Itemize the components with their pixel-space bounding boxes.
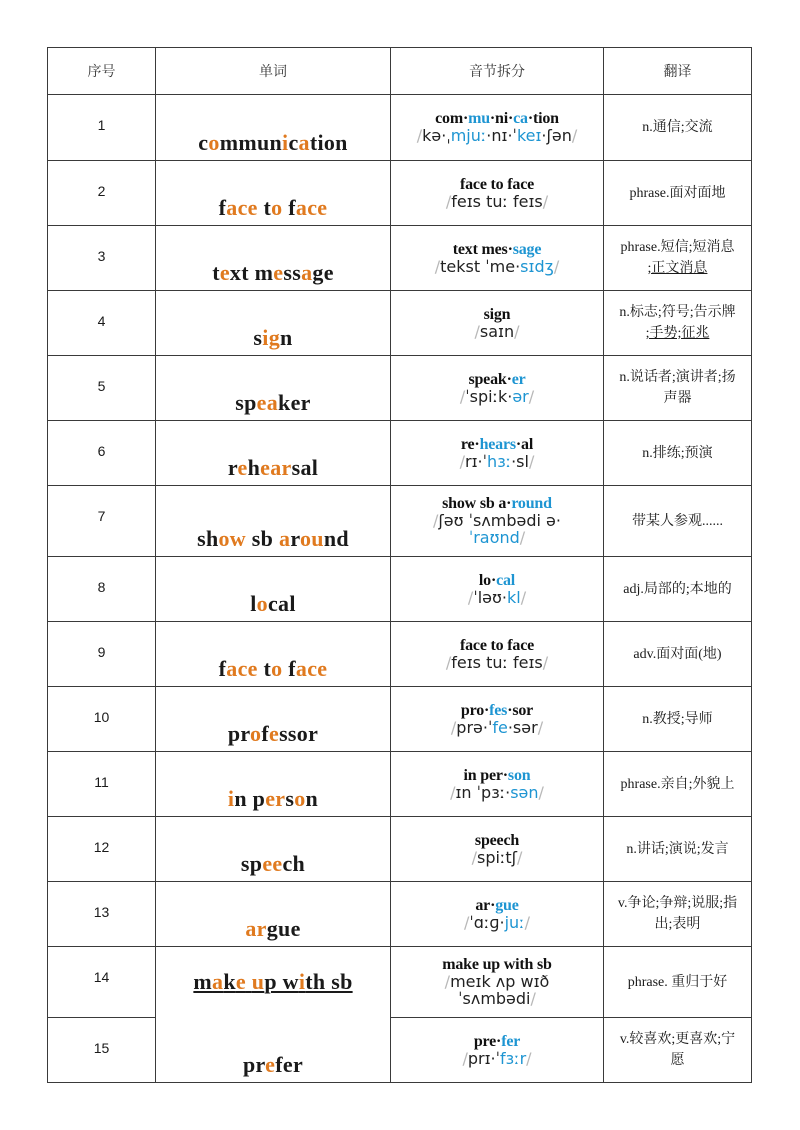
translation-line: phrase.短信;短消息 — [620, 240, 735, 255]
word-segment: ch — [282, 851, 306, 876]
ipa-segment: hɜː — [487, 451, 512, 471]
syllable-segment: ar· — [475, 896, 496, 914]
word-segment: ace — [226, 195, 258, 220]
word-segment: a — [298, 130, 310, 155]
word-segment: xt m — [229, 260, 274, 285]
word-segment: pr — [242, 1052, 266, 1077]
syllable-split — [391, 372, 603, 388]
vocabulary-table — [47, 47, 752, 1083]
syllable-segment: pre· — [473, 1032, 502, 1050]
word-segment: o — [208, 130, 220, 155]
ipa-segment: ˈraʊnd — [468, 528, 520, 547]
table-row — [48, 161, 752, 226]
ipa-transcription — [391, 912, 603, 932]
translation-cell — [604, 622, 752, 687]
word-segment: o — [250, 721, 262, 746]
syllable-segment: fes — [489, 701, 508, 719]
translation-line: n.标志;符号;告示牌 — [619, 305, 736, 320]
ipa-transcription — [391, 974, 603, 990]
table-row — [48, 687, 752, 752]
word-segment: f — [282, 195, 296, 220]
word-cell — [156, 557, 391, 622]
word-segment: ee — [262, 851, 283, 876]
word-segment: c — [198, 130, 209, 155]
word-segment: mmun — [219, 130, 283, 155]
ipa-slash: / — [526, 1048, 532, 1068]
word-cell — [156, 687, 391, 752]
word-cell — [156, 486, 391, 557]
table-header-row — [48, 48, 752, 95]
syllable-split — [391, 898, 603, 914]
syllable-segment: hears — [479, 435, 516, 453]
translation-line: n.通信;交流 — [642, 120, 713, 135]
word-segment: n — [280, 325, 293, 350]
word-segment: ge — [312, 260, 334, 285]
syllable-cell — [391, 557, 604, 622]
word-segment: o — [271, 656, 283, 681]
ipa-transcription — [391, 530, 603, 546]
syllable-cell — [391, 882, 604, 947]
translation-line: ;正文消息 — [647, 261, 708, 276]
ipa-slash: / — [433, 511, 439, 530]
syllable-segment: face to face — [460, 175, 534, 193]
translation-cell — [604, 161, 752, 226]
syllable-segment: in per· — [463, 766, 508, 784]
syllable-cell — [391, 687, 604, 752]
ipa-slash: / — [553, 256, 560, 276]
ipa-slash: / — [444, 972, 451, 991]
table-row — [48, 557, 752, 622]
syllable-cell — [391, 161, 604, 226]
translation-line: n.讲话;演说;发言 — [626, 841, 729, 857]
word-cell — [156, 226, 391, 291]
word-cell — [156, 356, 391, 421]
header-word: 单词 — [156, 48, 391, 95]
translation-cell — [604, 356, 752, 421]
ipa-slash: / — [514, 321, 520, 341]
syllable-segment: ·tion — [527, 110, 559, 127]
syllable-split — [391, 177, 603, 193]
table-row — [48, 486, 752, 557]
ipa-segment: keɪ — [516, 126, 542, 145]
ipa-slash: / — [530, 989, 536, 1008]
row-number: 3 — [48, 226, 156, 291]
header-syllables: 音节拆分 — [391, 48, 604, 95]
ipa-segment: fe — [492, 717, 508, 737]
ipa-slash: / — [464, 912, 470, 932]
syllable-segment: make up with sb — [442, 956, 552, 973]
word-segment: s — [285, 786, 295, 811]
row-number: 4 — [48, 291, 156, 356]
word-segment: sb — [246, 526, 279, 551]
ipa-slash: / — [537, 717, 544, 737]
translation-line: adj.局部的;本地的 — [623, 581, 732, 597]
syllable-cell — [391, 226, 604, 291]
syllable-cell — [391, 95, 604, 161]
ipa-slash: / — [450, 717, 457, 737]
syllable-cell — [391, 486, 604, 557]
word-segment: ear — [260, 455, 292, 480]
table-row — [48, 752, 752, 817]
word-segment: e — [273, 260, 284, 285]
syllable-segment: speak· — [468, 370, 512, 388]
ipa-segment: prə·ˈ — [456, 717, 493, 737]
syllable-cell — [391, 1018, 604, 1083]
word-segment: th sb — [305, 969, 353, 994]
ipa-segment: ·sl — [511, 451, 529, 471]
row-number: 9 — [48, 622, 156, 687]
ipa-segment: juː — [504, 912, 525, 932]
syllable-segment: mu — [468, 110, 490, 127]
word-cell — [156, 882, 391, 947]
row-number: 5 — [48, 356, 156, 421]
word-cell — [156, 622, 391, 687]
syllable-split — [391, 703, 603, 719]
syllable-cell — [391, 752, 604, 817]
word-segment: h — [247, 455, 261, 480]
word-segment: i — [282, 130, 289, 155]
word-segment: f — [218, 195, 227, 220]
word-segment: ea — [256, 390, 279, 415]
word-cell — [156, 421, 391, 486]
ipa-segment: kl — [506, 587, 521, 607]
word-segment: gue — [266, 916, 301, 941]
table-row — [48, 95, 752, 161]
row-number: 13 — [48, 882, 156, 947]
syllable-cell — [391, 622, 604, 687]
translation-line: phrase. 重归于好 — [627, 974, 728, 990]
ipa-slash: / — [528, 451, 535, 471]
syllable-segment: round — [511, 495, 552, 512]
syllable-split — [391, 437, 603, 453]
word-cell — [156, 817, 391, 882]
translation-cell — [604, 95, 752, 161]
translation-line: phrase.面对面地 — [629, 185, 726, 201]
syllable-cell — [391, 421, 604, 486]
word-segment: a — [279, 526, 291, 551]
ipa-segment: spiːtʃ — [477, 847, 517, 867]
word-cell — [156, 161, 391, 226]
word-segment: sal — [291, 455, 319, 480]
syllable-split — [391, 242, 603, 258]
row-number: 1 — [48, 95, 156, 161]
word-segment: sh — [197, 526, 219, 551]
row-number: 7 — [48, 486, 156, 557]
translation-cell — [604, 421, 752, 486]
word-segment: m — [193, 969, 213, 994]
row-number: 10 — [48, 687, 156, 752]
word-segment: f — [218, 656, 227, 681]
word-segment: a — [301, 260, 313, 285]
syllable-segment: ·ni· — [489, 110, 514, 127]
syllable-split — [391, 833, 603, 849]
ipa-segment: prɪ·ˈ — [467, 1048, 501, 1068]
word-segment: n — [305, 786, 319, 811]
ipa-transcription — [391, 451, 603, 471]
word-segment: er — [265, 786, 286, 811]
ipa-segment: sɪdʒ — [520, 256, 554, 276]
ipa-slash: / — [519, 528, 526, 547]
table-row — [48, 421, 752, 486]
table-row — [48, 356, 752, 421]
ipa-slash: / — [471, 847, 477, 867]
ipa-slash: / — [459, 451, 466, 471]
ipa-transcription — [391, 191, 603, 211]
ipa-segment: kə·ˌ — [422, 126, 451, 145]
ipa-slash: / — [416, 126, 423, 145]
ipa-slash: / — [571, 126, 578, 145]
word-text — [156, 969, 390, 995]
syllable-split — [391, 496, 603, 512]
syllable-segment: ·al — [515, 435, 534, 453]
syllable-cell — [391, 947, 604, 1018]
row-number: 12 — [48, 817, 156, 882]
word-segment: i — [227, 786, 235, 811]
ipa-transcription — [391, 321, 603, 341]
word-segment: s — [253, 325, 263, 350]
syllable-segment: cal — [496, 571, 516, 589]
ipa-segment: ˈsʌmbədi — [458, 989, 531, 1008]
syllable-segment: show sb a· — [442, 495, 512, 512]
ipa-slash: / — [462, 1048, 468, 1068]
translation-cell — [604, 752, 752, 817]
word-segment: t — [263, 656, 272, 681]
translation-cell — [604, 817, 752, 882]
translation-line: n.排练;预演 — [642, 445, 713, 461]
word-segment: o — [294, 786, 306, 811]
word-segment: c — [288, 130, 299, 155]
word-cell — [156, 947, 391, 1083]
syllable-segment: pro· — [460, 701, 490, 719]
ipa-slash: / — [516, 847, 523, 867]
ipa-slash: / — [450, 782, 456, 802]
translation-cell — [604, 226, 752, 291]
header-translation: 翻译 — [604, 48, 752, 95]
ipa-segment: feɪs tuː feɪs — [451, 191, 543, 211]
ipa-segment: ər — [512, 386, 529, 406]
word-segment: nd — [323, 526, 349, 551]
word-segment: e — [237, 455, 248, 480]
word-segment: e — [268, 721, 280, 746]
word-segment: ar — [245, 916, 267, 941]
table-row — [48, 291, 752, 356]
word-segment: o — [271, 195, 283, 220]
ipa-segment: mjuː — [450, 126, 487, 145]
word-segment: p w — [264, 969, 299, 994]
table-row — [48, 226, 752, 291]
table-row — [48, 817, 752, 882]
word-segment: sp — [235, 390, 257, 415]
word-segment: e — [235, 969, 246, 994]
word-segment: t — [263, 195, 272, 220]
row-number: 6 — [48, 421, 156, 486]
translation-cell — [604, 557, 752, 622]
word-segment: i — [298, 969, 306, 994]
word-segment: k — [223, 969, 236, 994]
syllable-split — [391, 111, 603, 127]
ipa-transcription — [391, 1048, 603, 1068]
ipa-slash: / — [538, 782, 544, 802]
ipa-segment: ʃəʊ ˈsʌmbədi ə· — [438, 511, 561, 530]
translation-line: 愿 — [670, 1053, 685, 1068]
translation-cell — [604, 1018, 752, 1083]
ipa-slash: / — [542, 191, 549, 211]
ipa-transcription — [391, 256, 603, 276]
syllable-cell — [391, 817, 604, 882]
word-cell — [156, 752, 391, 817]
ipa-transcription — [391, 991, 603, 1007]
ipa-transcription — [391, 782, 603, 802]
syllable-segment: fer — [501, 1032, 521, 1050]
word-segment: a — [212, 969, 224, 994]
syllable-segment: re· — [460, 435, 480, 453]
word-segment: u — [251, 969, 265, 994]
word-segment: ace — [295, 656, 328, 681]
ipa-segment: feɪs tuː feɪs — [451, 652, 543, 672]
table-row — [48, 947, 752, 1018]
translation-cell — [604, 486, 752, 557]
word-segment: fer — [275, 1052, 304, 1077]
translation-cell — [604, 291, 752, 356]
word-segment: ker — [278, 390, 311, 415]
syllable-segment: speech — [474, 831, 520, 849]
word-segment: o — [256, 591, 268, 616]
word-segment: f — [261, 721, 269, 746]
syllable-segment: ·sor — [507, 701, 534, 719]
word-segment: ace — [295, 195, 328, 220]
table-row — [48, 1018, 752, 1083]
row-number: 8 — [48, 557, 156, 622]
word-segment: e — [265, 1052, 276, 1077]
translation-line: 出;表明 — [654, 917, 701, 932]
syllable-segment: sage — [512, 240, 542, 258]
translation-line: adv.面对面(地) — [633, 646, 722, 662]
ipa-transcription — [391, 847, 603, 867]
ipa-segment: sən — [510, 782, 539, 802]
ipa-slash: / — [542, 652, 549, 672]
translation-line: 带某人参观...... — [632, 513, 723, 529]
ipa-segment: meɪk ʌp wɪð — [450, 972, 550, 991]
ipa-slash: / — [467, 587, 474, 607]
ipa-segment: saɪn — [479, 321, 515, 341]
word-segment: ow — [218, 526, 246, 551]
word-segment: tion — [309, 130, 348, 155]
translation-line: v.争论;争辩;说服;指 — [617, 896, 738, 911]
syllable-split — [391, 307, 603, 323]
word-segment: t — [212, 260, 220, 285]
translation-line: phrase.亲自;外貌上 — [620, 776, 735, 792]
word-segment: cal — [267, 591, 296, 616]
word-segment: n p — [234, 786, 266, 811]
row-number: 2 — [48, 161, 156, 226]
ipa-slash: / — [434, 256, 441, 276]
word-segment: r — [227, 455, 238, 480]
table-row — [48, 882, 752, 947]
ipa-segment: ˈləʊ· — [473, 587, 507, 607]
ipa-transcription — [391, 652, 603, 672]
word-segment: f — [282, 656, 296, 681]
syllable-segment: son — [507, 766, 531, 784]
syllable-segment: er — [511, 370, 526, 388]
ipa-slash: / — [524, 912, 530, 932]
row-number: 15 — [48, 1018, 156, 1083]
syllable-split — [391, 638, 603, 654]
row-number: 11 — [48, 752, 156, 817]
word-segment: ss — [283, 260, 302, 285]
ipa-segment: ·ʃən — [541, 126, 572, 145]
translation-line: n.说话者;演讲者;扬 — [619, 370, 736, 385]
translation-line: v.较喜欢;更喜欢;宁 — [619, 1032, 736, 1047]
ipa-transcription — [391, 717, 603, 737]
word-cell — [156, 291, 391, 356]
syllable-segment: ca — [513, 110, 528, 127]
ipa-segment: ·sər — [507, 717, 538, 737]
syllable-cell — [391, 291, 604, 356]
syllable-split — [391, 573, 603, 589]
ipa-transcription — [391, 386, 603, 406]
word-segment: ssor — [279, 721, 319, 746]
table-row — [48, 622, 752, 687]
ipa-transcription — [391, 128, 603, 144]
syllable-segment: text mes· — [452, 240, 513, 258]
ipa-transcription — [391, 587, 603, 607]
word-segment: r — [290, 526, 300, 551]
ipa-slash: / — [459, 386, 466, 406]
syllable-segment: face to face — [460, 636, 534, 654]
ipa-slash: / — [445, 191, 452, 211]
word-segment: sp — [240, 851, 263, 876]
ipa-segment: fɜːr — [500, 1048, 527, 1068]
word-segment: ig — [262, 325, 281, 350]
ipa-segment: ˈɑːɡ· — [469, 912, 505, 932]
row-number: 14 — [48, 947, 156, 1018]
syllable-split — [391, 768, 603, 784]
ipa-slash: / — [474, 321, 480, 341]
translation-cell — [604, 882, 752, 947]
ipa-slash: / — [528, 386, 535, 406]
translation-line: n.教授;导师 — [642, 711, 713, 727]
syllable-split — [391, 1034, 603, 1050]
syllable-segment: sign — [483, 305, 511, 323]
ipa-segment: tekst ˈme· — [440, 256, 521, 276]
word-segment: pr — [227, 721, 251, 746]
ipa-segment: ˈspiːk· — [465, 386, 513, 406]
ipa-segment: ɪn ˈpɜː· — [455, 782, 511, 802]
syllable-segment: com· — [435, 110, 469, 127]
word-segment: ou — [299, 526, 324, 551]
ipa-segment: rɪ·ˈ — [465, 451, 488, 471]
translation-cell — [604, 947, 752, 1018]
word-segment: l — [250, 591, 257, 616]
ipa-transcription — [391, 513, 603, 529]
ipa-segment: ·nɪ·ˈ — [486, 126, 517, 145]
syllable-segment: lo· — [478, 571, 497, 589]
translation-line: 声器 — [663, 391, 692, 406]
word-cell — [156, 95, 391, 161]
syllable-segment: gue — [495, 896, 519, 914]
word-segment: e — [219, 260, 230, 285]
translation-cell — [604, 687, 752, 752]
syllable-split — [391, 957, 603, 973]
ipa-slash: / — [520, 587, 527, 607]
syllable-cell — [391, 356, 604, 421]
translation-line: ;手势;征兆 — [645, 326, 710, 341]
word-text — [156, 1052, 390, 1078]
header-number: 序号 — [48, 48, 156, 95]
word-segment: ace — [226, 656, 258, 681]
ipa-slash: / — [445, 652, 452, 672]
